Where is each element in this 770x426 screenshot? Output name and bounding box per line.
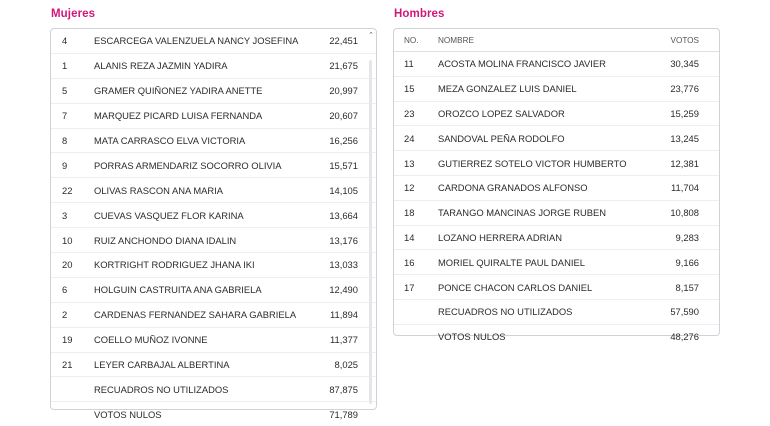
table-row bbox=[394, 299, 719, 324]
row-votes: 13,245 bbox=[629, 126, 719, 151]
row-votes: 14,105 bbox=[286, 178, 376, 203]
row-votes: 71,789 bbox=[329, 408, 358, 420]
row-number: 5 bbox=[51, 78, 94, 103]
row-name: LEYER CARBAJAL ALBERTINA bbox=[94, 352, 286, 377]
table-row bbox=[51, 402, 376, 426]
row-number: 11 bbox=[394, 52, 438, 77]
row-name: MATA CARRASCO ELVA VICTORIA bbox=[94, 128, 286, 153]
row-name: LOZANO HERRERA ADRIAN bbox=[438, 225, 629, 250]
row-votes: 23,776 bbox=[629, 76, 719, 101]
table-row bbox=[51, 103, 376, 128]
row-name: RECUADROS NO UTILIZADOS bbox=[94, 377, 286, 402]
row-name: PONCE CHACON CARLOS DANIEL bbox=[438, 275, 629, 300]
table-row bbox=[394, 101, 719, 126]
row-number: 7 bbox=[51, 103, 94, 128]
table-row bbox=[394, 225, 719, 250]
row-number: 8 bbox=[51, 128, 94, 153]
table-row bbox=[51, 153, 376, 178]
row-votes: 8,025 bbox=[286, 352, 376, 377]
table-row bbox=[394, 151, 719, 176]
row-votes: 11,377 bbox=[286, 327, 376, 352]
row-number: 4 bbox=[51, 29, 94, 53]
table-row bbox=[394, 324, 719, 348]
table-row bbox=[51, 29, 376, 53]
row-name: TARANGO MANCINAS JORGE RUBEN bbox=[438, 200, 629, 225]
row-number bbox=[51, 377, 94, 402]
row-name: ACOSTA MOLINA FRANCISCO JAVIER bbox=[438, 52, 629, 77]
row-number: 23 bbox=[394, 101, 438, 126]
table-header-row bbox=[394, 29, 719, 52]
hombres-table-panel bbox=[393, 28, 720, 343]
mujeres-title: Mujeres bbox=[51, 8, 96, 20]
row-votes: 87,875 bbox=[286, 377, 376, 402]
table-row bbox=[51, 377, 376, 402]
table-row bbox=[394, 275, 719, 300]
table-row bbox=[51, 178, 376, 203]
row-name: MEZA GONZALEZ LUIS DANIEL bbox=[438, 76, 629, 101]
row-name: OLIVAS RASCON ANA MARIA bbox=[94, 178, 286, 203]
header-votos: VOTOS bbox=[629, 29, 719, 52]
scrollbar-thumb[interactable] bbox=[369, 60, 372, 404]
row-number: 16 bbox=[394, 250, 438, 275]
row-name: HOLGUIN CASTRUITA ANA GABRIELA bbox=[94, 277, 286, 302]
row-votes: 11,704 bbox=[629, 175, 719, 200]
row-number: 17 bbox=[394, 275, 438, 300]
row-name: KORTRIGHT RODRIGUEZ JHANA IKI bbox=[94, 253, 286, 278]
row-number: 15 bbox=[394, 76, 438, 101]
row-number: 10 bbox=[51, 228, 94, 253]
table-row bbox=[51, 302, 376, 327]
row-number: 6 bbox=[51, 277, 94, 302]
row-number: 20 bbox=[51, 253, 94, 278]
row-name: VOTOS NULOS bbox=[438, 331, 506, 343]
row-name: GRAMER QUIÑONEZ YADIRA ANETTE bbox=[94, 78, 286, 103]
row-name: CUEVAS VASQUEZ FLOR KARINA bbox=[94, 203, 286, 228]
table-row bbox=[394, 175, 719, 200]
row-name: RUIZ ANCHONDO DIANA IDALIN bbox=[94, 228, 286, 253]
row-votes: 57,590 bbox=[629, 299, 719, 324]
row-votes: 9,166 bbox=[629, 250, 719, 275]
hombres-title: Hombres bbox=[394, 8, 445, 20]
row-votes: 16,256 bbox=[286, 128, 376, 153]
row-name: CARDENAS FERNANDEZ SAHARA GABRIELA bbox=[94, 302, 286, 327]
row-number: 13 bbox=[394, 151, 438, 176]
table-row bbox=[51, 352, 376, 377]
row-votes: 30,345 bbox=[629, 52, 719, 77]
table-row bbox=[394, 250, 719, 275]
row-number: 21 bbox=[51, 352, 94, 377]
row-name: ALANIS REZA JAZMIN YADIRA bbox=[94, 53, 286, 78]
row-votes: 15,259 bbox=[629, 101, 719, 126]
row-number: 19 bbox=[51, 327, 94, 352]
mujeres-table-panel[interactable] bbox=[50, 28, 377, 420]
row-name: OROZCO LOPEZ SALVADOR bbox=[438, 101, 629, 126]
table-row bbox=[51, 203, 376, 228]
table-row bbox=[394, 52, 719, 77]
header-no: NO. bbox=[394, 29, 438, 52]
row-number: 22 bbox=[51, 178, 94, 203]
row-name: MORIEL QUIRALTE PAUL DANIEL bbox=[438, 250, 629, 275]
row-votes: 13,176 bbox=[286, 228, 376, 253]
table-row bbox=[51, 53, 376, 78]
row-name: MARQUEZ PICARD LUISA FERNANDA bbox=[94, 103, 286, 128]
row-number: 2 bbox=[51, 302, 94, 327]
row-name: COELLO MUÑOZ IVONNE bbox=[94, 327, 286, 352]
table-row bbox=[51, 253, 376, 278]
row-name: ESCARCEGA VALENZUELA NANCY JOSEFINA bbox=[94, 29, 286, 53]
row-votes: 20,607 bbox=[286, 103, 376, 128]
row-votes: 13,033 bbox=[286, 253, 376, 278]
mujeres-scrollbar[interactable] bbox=[367, 30, 375, 408]
row-votes: 20,997 bbox=[286, 78, 376, 103]
row-votes: 11,894 bbox=[286, 302, 376, 327]
row-votes: 12,490 bbox=[286, 277, 376, 302]
row-name: SANDOVAL PEÑA RODOLFO bbox=[438, 126, 629, 151]
row-number: 3 bbox=[51, 203, 94, 228]
row-votes: 15,571 bbox=[286, 153, 376, 178]
table-row bbox=[394, 76, 719, 101]
row-votes: 21,675 bbox=[286, 53, 376, 78]
row-number bbox=[394, 324, 438, 348]
row-votes: 8,157 bbox=[629, 275, 719, 300]
table-row bbox=[51, 228, 376, 253]
row-votes: 22,451 bbox=[286, 29, 376, 53]
row-number: 1 bbox=[51, 53, 94, 78]
table-row bbox=[51, 277, 376, 302]
row-name: PORRAS ARMENDARIZ SOCORRO OLIVIA bbox=[94, 153, 286, 178]
row-name: GUTIERREZ SOTELO VICTOR HUMBERTO bbox=[438, 151, 629, 176]
row-number: 18 bbox=[394, 200, 438, 225]
mujeres-table bbox=[51, 29, 376, 426]
row-votes: 48,276 bbox=[670, 331, 699, 343]
row-number bbox=[394, 299, 438, 324]
table-row bbox=[51, 327, 376, 352]
table-row bbox=[394, 200, 719, 225]
row-number bbox=[51, 402, 94, 426]
row-votes: 9,283 bbox=[629, 225, 719, 250]
chevron-up-icon[interactable]: ⌃ bbox=[368, 32, 374, 39]
row-name: RECUADROS NO UTILIZADOS bbox=[438, 299, 629, 324]
row-votes: 10,808 bbox=[629, 200, 719, 225]
row-number: 14 bbox=[394, 225, 438, 250]
row-number: 24 bbox=[394, 126, 438, 151]
hombres-table bbox=[394, 29, 719, 349]
row-number: 9 bbox=[51, 153, 94, 178]
row-number: 12 bbox=[394, 175, 438, 200]
table-row bbox=[51, 78, 376, 103]
row-votes: 13,664 bbox=[286, 203, 376, 228]
row-name: CARDONA GRANADOS ALFONSO bbox=[438, 175, 629, 200]
table-row bbox=[51, 128, 376, 153]
row-name: VOTOS NULOS bbox=[94, 408, 162, 420]
row-votes: 12,381 bbox=[629, 151, 719, 176]
header-nombre: NOMBRE bbox=[438, 29, 629, 52]
table-row bbox=[394, 126, 719, 151]
